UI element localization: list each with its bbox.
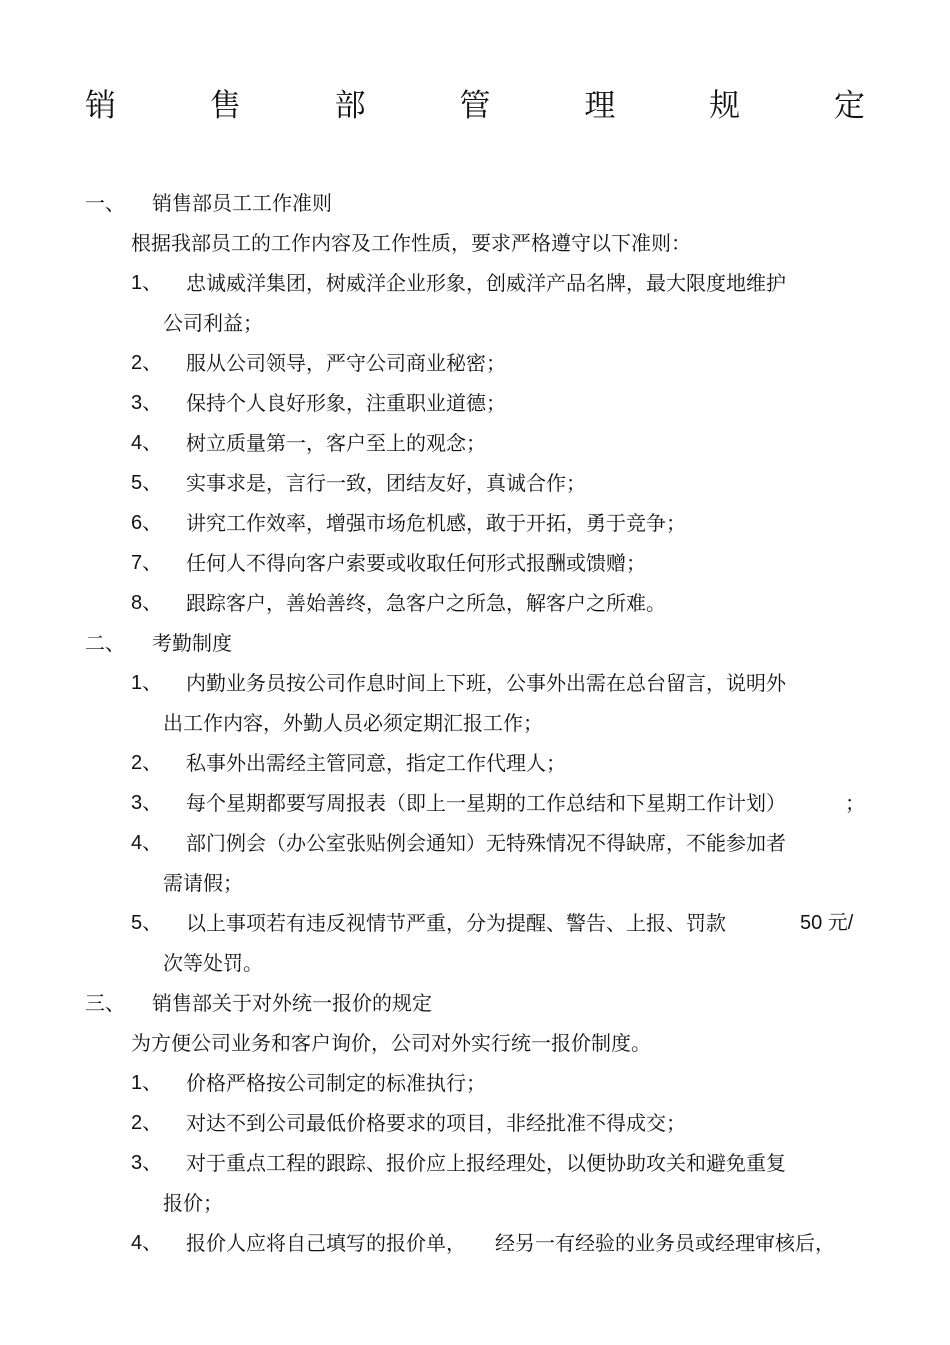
item-text: 以上事项若有违反视情节严重，分为提醒、警告、上报、罚款 <box>186 911 726 935</box>
section-number: 二、 <box>85 631 125 655</box>
item-number: 4、 <box>131 432 163 454</box>
item-number: 2、 <box>131 1112 163 1134</box>
item-text: 报价人应将自己填写的报价单， <box>186 1231 466 1255</box>
item-text: 对于重点工程的跟踪、报价应上报经理处，以便协助攻关和避免重复 <box>186 1151 786 1175</box>
title-char: 规 <box>709 88 741 124</box>
item-number: 3、 <box>131 392 163 414</box>
item-text: 对达不到公司最低价格要求的项目，非经批准不得成交； <box>186 1111 686 1135</box>
title-char: 销 <box>85 88 116 124</box>
item-tail: ； <box>845 791 865 815</box>
item-number: 6、 <box>131 512 163 534</box>
item-text: 私事外出需经主管同意，指定工作代理人； <box>186 751 566 775</box>
title-char: 部 <box>334 88 366 124</box>
item-text: 讲究工作效率，增强市场危机感，敢于开拓，勇于竞争； <box>186 511 686 535</box>
title-char: 定 <box>833 88 865 124</box>
item-number: 2、 <box>131 352 163 374</box>
item-number: 7、 <box>131 552 163 574</box>
item-number: 1、 <box>131 272 163 294</box>
item-number: 8、 <box>131 592 163 614</box>
item-text: 保持个人良好形象，注重职业道德； <box>186 391 506 415</box>
section-intro: 为方便公司业务和客户询价，公司对外实行统一报价制度。 <box>131 1031 651 1055</box>
item-continuation: 报价； <box>163 1191 223 1215</box>
item-number: 1、 <box>131 1072 163 1094</box>
section-number: 一、 <box>85 191 125 215</box>
item-number: 3、 <box>131 1152 163 1174</box>
section-number: 三、 <box>85 991 125 1015</box>
section-heading: 销售部员工工作准则 <box>152 191 332 215</box>
title-char: 理 <box>584 88 616 124</box>
item-tail: 经另一有经验的业务员或经理审核后， <box>495 1231 835 1255</box>
section-intro: 根据我部员工的工作内容及工作性质，要求严格遵守以下准则： <box>131 231 691 255</box>
item-number: 1、 <box>131 672 163 694</box>
document-title <box>85 86 865 126</box>
item-number: 2、 <box>131 752 163 774</box>
title-char: 管 <box>459 88 491 124</box>
title-char: 售 <box>209 88 241 124</box>
item-number: 3、 <box>131 792 163 814</box>
item-text: 每个星期都要写周报表（即上一星期的工作总结和下星期工作计划） <box>186 791 786 815</box>
item-text: 价格严格按公司制定的标准执行； <box>186 1071 486 1095</box>
section-heading: 考勤制度 <box>152 631 232 655</box>
item-number: 5、 <box>131 472 163 494</box>
item-continuation: 出工作内容，外勤人员必须定期汇报工作； <box>163 711 543 735</box>
section-heading: 销售部关于对外统一报价的规定 <box>152 991 432 1015</box>
item-text: 内勤业务员按公司作息时间上下班，公事外出需在总台留言，说明外 <box>186 671 786 695</box>
item-number: 4、 <box>131 832 163 854</box>
item-text: 树立质量第一，客户至上的观念； <box>186 431 486 455</box>
item-continuation: 次等处罚。 <box>163 951 263 975</box>
item-text: 服从公司领导，严守公司商业秘密； <box>186 351 506 375</box>
item-text: 实事求是，言行一致，团结友好，真诚合作； <box>186 471 586 495</box>
item-continuation: 公司利益； <box>163 311 263 335</box>
item-number: 4、 <box>131 1232 163 1254</box>
item-tail: 50 元/ <box>800 912 854 934</box>
item-number: 5、 <box>131 912 163 934</box>
item-text: 忠诚威洋集团，树威洋企业形象，创威洋产品名牌，最大限度地维护 <box>186 271 786 295</box>
item-text: 任何人不得向客户索要或收取任何形式报酬或馈赠； <box>186 551 646 575</box>
item-text: 跟踪客户，善始善终，急客户之所急，解客户之所难。 <box>186 591 666 615</box>
item-continuation: 需请假； <box>163 871 243 895</box>
item-text: 部门例会（办公室张贴例会通知）无特殊情况不得缺席，不能参加者 <box>186 831 786 855</box>
